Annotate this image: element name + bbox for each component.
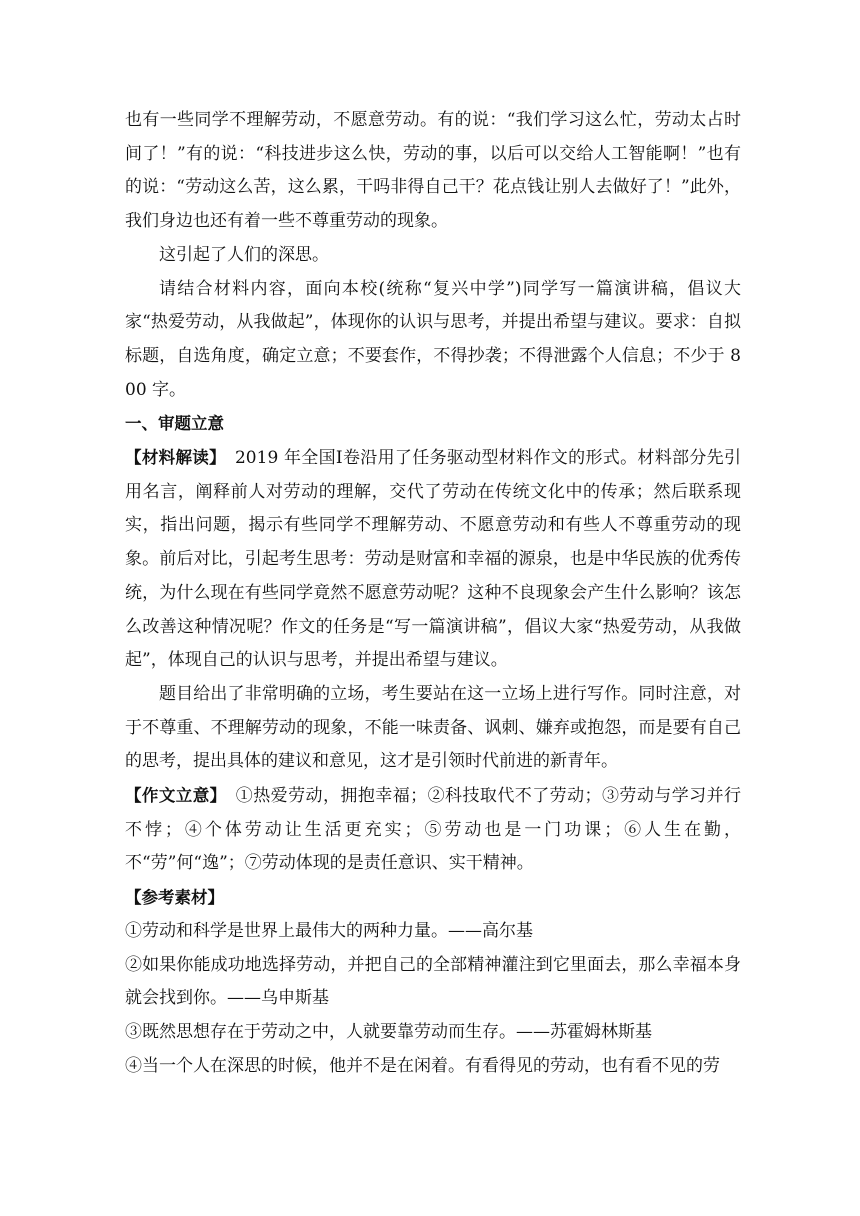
reference-quote-2: ②如果你能成功地选择劳动，并把自己的全部精神灌注到它里面去，那么幸福本身就会找到你。——乌申斯基 xyxy=(125,954,741,1009)
material-reading-text: 2019 年全国Ⅰ卷沿用了任务驱动型材料作文的形式。材料部分先引用名言，阐释前人对劳动的理解，交代了劳动在传统文化中的传承；然后联系现实，指出问题，揭示有些同学不理解劳动、不愿意劳动和有些人不尊重劳动的现象。前后对比，引起考生思考：劳动是财富和幸福的源泉，也是中华民族的优秀传统，为什么现在有些同学竟然不愿意劳动呢？这种不良现象会产生什么影响？该怎么改善这种情况呢？作文的任务是“写一篇演讲稿”，倡议大家“热爱劳动，从我做起”，体现自己的认识与思考，并提出希望与建议。 xyxy=(125,448,741,671)
theme-text: ①热爱劳动，拥抱幸福；②科技取代不了劳动；③劳动与学习并行不悖；④个体劳动让生活更充实；⑤劳动也是一门功课；⑥人生在勤，不“劳”何“逸”；⑦劳动体现的是责任意识、实干精神。 xyxy=(125,786,742,874)
document-body xyxy=(125,104,741,1083)
task-instruction-paragraph: 请结合材料内容，面向本校(统称“复兴中学”)同学写一篇演讲稿，倡议大家“热爱劳动，从我做起”，体现你的认识与思考，并提出希望与建议。要求：自拟标题，自选角度，确定立意；不要套作，不得抄袭；不得泄露个人信息；不少于 800 字。 xyxy=(125,278,741,400)
section-heading: 一、审题立意 xyxy=(125,414,224,434)
reference-quote-list xyxy=(125,915,741,1084)
material-paragraph-1: 也有一些同学不理解劳动，不愿意劳动。有的说：“我们学习这么忙，劳动太占时间了！”有的说：“科技进步这么快，劳动的事，以后可以交给人工智能啊！”也有的说：“劳动这么苦，这么累，干吗非得自己干？花点钱让别人去做好了！”此外，我们身边也还有着一些不尊重劳动的现象。 xyxy=(125,110,741,232)
material-reading-paragraph xyxy=(125,441,741,678)
material-reading-tag: 【材料解读】 xyxy=(125,448,218,468)
theme-paragraph xyxy=(125,779,741,881)
stance-paragraph: 题目给出了非常明确的立场，考生要站在这一立场上进行写作。同时注意，对于不尊重、不理解劳动的现象，不能一味责备、讽刺、嫌弃或抱怨，而是要有自己的思考，提出具体的建议和意见，这才是引领时代前进的新青年。 xyxy=(125,683,741,772)
reference-quote-3: ③既然思想存在于劳动之中，人就要靠劳动而生存。——苏霍姆林斯基 xyxy=(125,1021,652,1042)
theme-tag: 【作文立意】 xyxy=(125,786,219,806)
reference-quote-4: ④当一个人在深思的时候，他并不是在闲着。有看得见的劳动，也有看不见的劳 xyxy=(125,1055,720,1076)
reference-quote-1: ①劳动和科学是世界上最伟大的两种力量。——高尔基 xyxy=(125,920,533,941)
material-paragraph-2: 这引起了人们的深思。 xyxy=(159,244,329,265)
reference-material-tag: 【参考素材】 xyxy=(125,888,224,908)
